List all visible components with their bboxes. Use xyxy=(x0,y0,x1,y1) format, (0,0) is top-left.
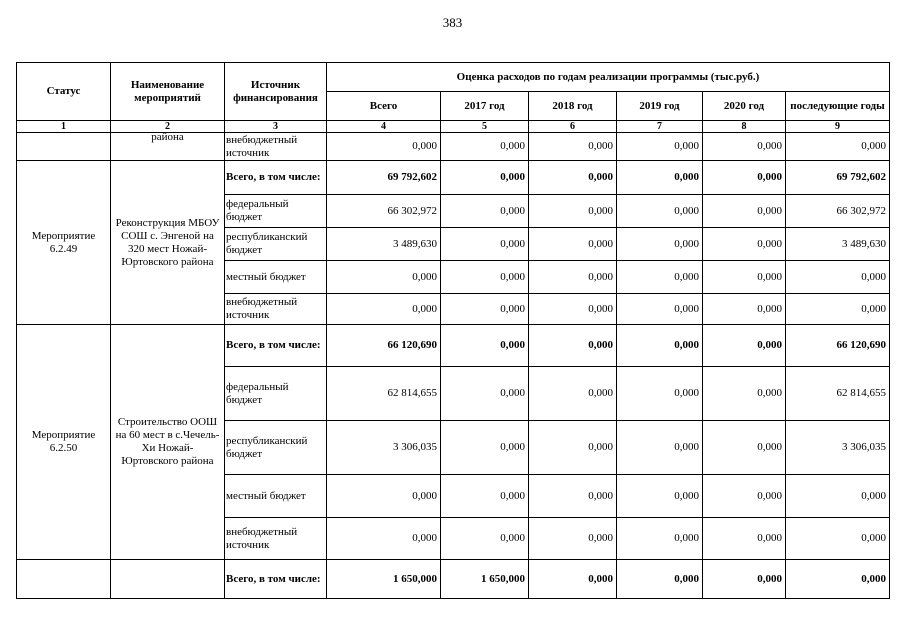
column-number: 6 xyxy=(529,121,617,133)
header-status: Статус xyxy=(17,63,111,121)
value-cell: 0,000 xyxy=(617,325,703,367)
value-cell: 0,000 xyxy=(617,133,703,161)
value-cell: 0,000 xyxy=(441,518,529,560)
value-cell: 0,000 xyxy=(617,475,703,518)
column-number: 7 xyxy=(617,121,703,133)
value-cell: 0,000 xyxy=(441,421,529,475)
value-cell: 0,000 xyxy=(703,228,786,261)
value-cell: 0,000 xyxy=(441,261,529,294)
column-number: 9 xyxy=(786,121,890,133)
value-cell: 69 792,602 xyxy=(786,161,890,195)
value-cell: 0,000 xyxy=(441,294,529,325)
page-number: 383 xyxy=(442,15,463,30)
value-cell: 3 306,035 xyxy=(327,421,441,475)
value-cell: 0,000 xyxy=(786,560,890,599)
value-cell: 0,000 xyxy=(529,294,617,325)
value-cell: 0,000 xyxy=(786,475,890,518)
value-cell: 0,000 xyxy=(529,367,617,421)
source-cell: республиканский бюджет xyxy=(225,228,327,261)
value-cell: 0,000 xyxy=(703,475,786,518)
value-cell: 0,000 xyxy=(703,560,786,599)
value-cell: 69 792,602 xyxy=(327,161,441,195)
table-row xyxy=(17,560,890,599)
source-cell: внебюджетный источник xyxy=(225,518,327,560)
value-cell: 0,000 xyxy=(786,133,890,161)
value-cell: 0,000 xyxy=(617,294,703,325)
source-cell: внебюджетный источник xyxy=(225,294,327,325)
value-cell: 0,000 xyxy=(703,367,786,421)
value-cell: 0,000 xyxy=(703,294,786,325)
event-name-cell: Строительство ООШ на 60 мест в с.Чечель-Хи Ножай-Юртовского района xyxy=(111,325,225,560)
value-cell: 0,000 xyxy=(529,475,617,518)
source-cell: местный бюджет xyxy=(225,475,327,518)
column-number: 2 xyxy=(111,121,225,133)
value-cell: 0,000 xyxy=(529,161,617,195)
value-cell: 0,000 xyxy=(617,560,703,599)
source-cell: Всего, в том числе: xyxy=(225,560,327,599)
value-cell: 0,000 xyxy=(327,475,441,518)
value-cell: 0,000 xyxy=(617,367,703,421)
table-row xyxy=(17,133,890,161)
header-source: Источник финансирования xyxy=(225,63,327,121)
value-cell: 0,000 xyxy=(617,228,703,261)
event-name-cell xyxy=(111,560,225,599)
value-cell: 0,000 xyxy=(529,261,617,294)
value-cell: 0,000 xyxy=(703,261,786,294)
column-number: 3 xyxy=(225,121,327,133)
value-cell: 0,000 xyxy=(703,161,786,195)
header-estimate: Оценка расходов по годам реализации программы (тыс.руб.) xyxy=(327,63,890,92)
header-year: 2020 год xyxy=(703,92,786,121)
value-cell: 3 489,630 xyxy=(327,228,441,261)
table-row xyxy=(17,161,890,195)
value-cell: 66 302,972 xyxy=(786,195,890,228)
value-cell: 0,000 xyxy=(786,518,890,560)
value-cell: 0,000 xyxy=(327,133,441,161)
value-cell: 0,000 xyxy=(327,261,441,294)
value-cell: 0,000 xyxy=(441,475,529,518)
header-year: 2017 год xyxy=(441,92,529,121)
source-cell: республиканский бюджет xyxy=(225,421,327,475)
value-cell: 0,000 xyxy=(617,261,703,294)
value-cell: 0,000 xyxy=(529,325,617,367)
value-cell: 0,000 xyxy=(441,367,529,421)
source-cell: Всего, в том числе: xyxy=(225,325,327,367)
column-number: 5 xyxy=(441,121,529,133)
value-cell: 1 650,000 xyxy=(327,560,441,599)
header-name: Наименование мероприятий xyxy=(111,63,225,121)
value-cell: 0,000 xyxy=(703,195,786,228)
event-status-cell: Мероприятие 6.2.50 xyxy=(17,325,111,560)
header-year: 2019 год xyxy=(617,92,703,121)
value-cell: 0,000 xyxy=(441,133,529,161)
table-row xyxy=(17,325,890,367)
value-cell: 0,000 xyxy=(529,133,617,161)
value-cell: 0,000 xyxy=(617,195,703,228)
value-cell: 0,000 xyxy=(703,518,786,560)
event-name-cell: района xyxy=(111,133,225,161)
value-cell: 0,000 xyxy=(441,161,529,195)
value-cell: 0,000 xyxy=(786,261,890,294)
value-cell: 66 302,972 xyxy=(327,195,441,228)
value-cell: 0,000 xyxy=(529,560,617,599)
value-cell: 0,000 xyxy=(327,294,441,325)
table-header-row xyxy=(17,63,890,92)
value-cell: 0,000 xyxy=(441,195,529,228)
value-cell: 62 814,655 xyxy=(786,367,890,421)
value-cell: 0,000 xyxy=(703,421,786,475)
value-cell: 0,000 xyxy=(617,161,703,195)
value-cell: 0,000 xyxy=(529,195,617,228)
value-cell: 66 120,690 xyxy=(786,325,890,367)
column-number-row xyxy=(17,121,890,133)
value-cell: 0,000 xyxy=(441,325,529,367)
source-cell: местный бюджет xyxy=(225,261,327,294)
value-cell: 0,000 xyxy=(703,133,786,161)
status-cell xyxy=(17,133,111,161)
value-cell: 0,000 xyxy=(529,518,617,560)
source-cell: федеральный бюджет xyxy=(225,367,327,421)
value-cell: 0,000 xyxy=(529,228,617,261)
event-status-cell xyxy=(17,560,111,599)
value-cell: 0,000 xyxy=(327,518,441,560)
header-year: 2018 год xyxy=(529,92,617,121)
value-cell: 66 120,690 xyxy=(327,325,441,367)
event-name-cell: Реконструкция МБОУ СОШ с. Энгеной на 320 мест Ножай-Юртовского района xyxy=(111,161,225,325)
value-cell: 0,000 xyxy=(617,518,703,560)
source-cell: внебюджетный источник xyxy=(225,133,327,161)
value-cell: 0,000 xyxy=(441,228,529,261)
value-cell: 0,000 xyxy=(786,294,890,325)
value-cell: 62 814,655 xyxy=(327,367,441,421)
header-year: последующие годы xyxy=(786,92,890,121)
value-cell: 0,000 xyxy=(703,325,786,367)
column-number: 8 xyxy=(703,121,786,133)
value-cell: 3 306,035 xyxy=(786,421,890,475)
value-cell: 3 489,630 xyxy=(786,228,890,261)
value-cell: 0,000 xyxy=(529,421,617,475)
event-status-cell: Мероприятие 6.2.49 xyxy=(17,161,111,325)
budget-table xyxy=(16,62,890,599)
source-cell: федеральный бюджет xyxy=(225,195,327,228)
value-cell: 1 650,000 xyxy=(441,560,529,599)
source-cell: Всего, в том числе: xyxy=(225,161,327,195)
column-number: 4 xyxy=(327,121,441,133)
column-number: 1 xyxy=(17,121,111,133)
header-year: Всего xyxy=(327,92,441,121)
value-cell: 0,000 xyxy=(617,421,703,475)
